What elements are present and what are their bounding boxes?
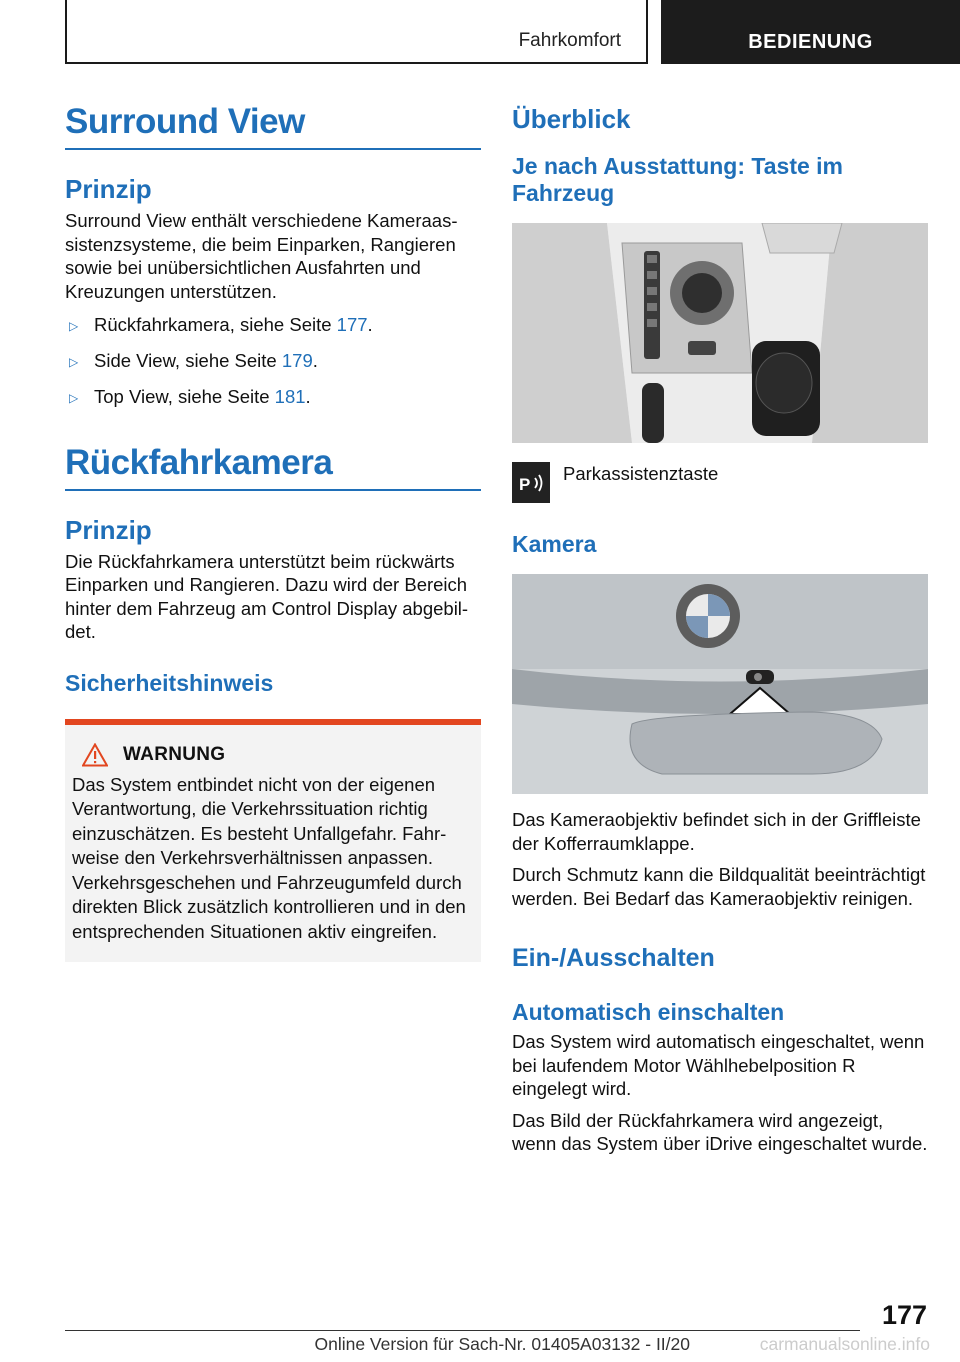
- heading-prinzip: Prinzip: [65, 174, 152, 204]
- warning-triangle-icon: [82, 743, 108, 767]
- list-item-text: Rückfahrkamera, siehe Seite: [94, 314, 337, 335]
- paragraph-auto-einschalten: Das System wird automatisch eingeschaltet, wenn bei laufendem Motor Wählhebelposition R eingelegt wird.: [512, 1031, 925, 1099]
- left-column: [65, 98, 481, 962]
- section-title-surround-view: Surround View: [65, 98, 481, 150]
- list-item-text: Side View, siehe Seite: [94, 350, 282, 371]
- warning-text: Das System entbindet nicht von der eigenen Verantwortung, die Verkehrssituation richtig einzuschätzen. Es besteht Unfallgefahr. Fahrweise den Verkehrsverhältnissen anpassen. Verkehrsgeschehen und Fahrzeugumfeld durch direkten Blick zusätzlich kontrollieren und in den entsprechenden Situationen aktiv eingreifen.: [72, 773, 466, 942]
- triangle-bullet-icon: ▷: [69, 391, 79, 405]
- heading-kamera: Kamera: [512, 531, 597, 557]
- heading-ueberblick: Überblick: [512, 104, 631, 134]
- page-number: 177: [881, 1300, 927, 1330]
- paragraph-surround-prinzip: Surround View enthält verschiedene Kameraassistenzsysteme, die beim Einparken, Rangieren sowie bei unübersichtlichen Ausfahrten und Kreuzungen unterstützen.: [65, 210, 458, 302]
- triangle-bullet-icon: ▷: [69, 319, 79, 333]
- section-title-rueckfahrkamera: Rückfahrkamera: [65, 439, 481, 491]
- parking-assist-button-icon: [512, 462, 550, 503]
- list-item: [65, 385, 481, 409]
- list-item-end: .: [305, 386, 311, 407]
- tailgate-camera-photo: [512, 574, 928, 794]
- footer-online-version: Online Version für Sach-Nr. 01405A03132 - II/20: [314, 1334, 690, 1354]
- warning-title: WARNUNG: [123, 743, 226, 765]
- header-chapter-title: BEDIENUNG: [661, 0, 960, 64]
- list-item-end: .: [367, 314, 373, 335]
- footer: [0, 1334, 960, 1355]
- page-link[interactable]: 179: [281, 350, 313, 371]
- reference-list: [65, 313, 481, 409]
- warning-box: [65, 719, 481, 963]
- heading-ein-ausschalten: Ein-/Ausschalten: [512, 944, 715, 972]
- heading-sicherheitshinweis: Sicherheitshinweis: [65, 669, 274, 696]
- center-console-photo: [512, 223, 928, 443]
- key-legend: [512, 462, 928, 503]
- warning-header: [72, 743, 473, 767]
- paragraph-bild-angezeigt: Das Bild der Rückfahrkamera wird angezeigt, wenn das System über iDrive eingeschaltet wurde.: [512, 1109, 928, 1154]
- heading-automatisch-einschalten: Automatisch einschalten: [512, 999, 785, 1025]
- page-link[interactable]: 177: [336, 314, 368, 335]
- header-section-title: Fahrkomfort: [518, 30, 621, 51]
- list-item: [65, 313, 481, 337]
- footer-divider: [65, 1330, 860, 1331]
- list-item-end: .: [312, 350, 318, 371]
- list-item-text: Top View, siehe Seite: [94, 386, 275, 407]
- paragraph-kamera-schmutz: Durch Schmutz kann die Bildqualität beeinträchtigt werden. Bei Bedarf das Kameraobjektiv reinigen.: [512, 864, 926, 909]
- svg-text:P: P: [519, 474, 531, 494]
- heading-prinzip: Prinzip: [65, 514, 152, 545]
- page-link[interactable]: 181: [274, 386, 306, 407]
- header-frame: [65, 0, 648, 64]
- paragraph-kamera-position: Das Kameraobjektiv befindet sich in der Griffleiste der Kofferraumklappe.: [512, 809, 921, 854]
- heading-taste-im-fahrzeug: Je nach Ausstattung: Taste im Fahrzeug: [512, 153, 844, 206]
- footer-watermark: carmanualsonline.info: [759, 1334, 930, 1354]
- right-column: [512, 98, 928, 1156]
- paragraph-kamera-prinzip: Die Rückfahrkamera unterstützt beim rückwärts Einparken und Rangieren. Dazu wird der Bereich hinter dem Fahrzeug am Control Display abgebildet.: [65, 550, 469, 642]
- key-label: Parkassistenztaste: [563, 463, 719, 484]
- triangle-bullet-icon: ▷: [69, 355, 79, 369]
- list-item: [65, 349, 481, 373]
